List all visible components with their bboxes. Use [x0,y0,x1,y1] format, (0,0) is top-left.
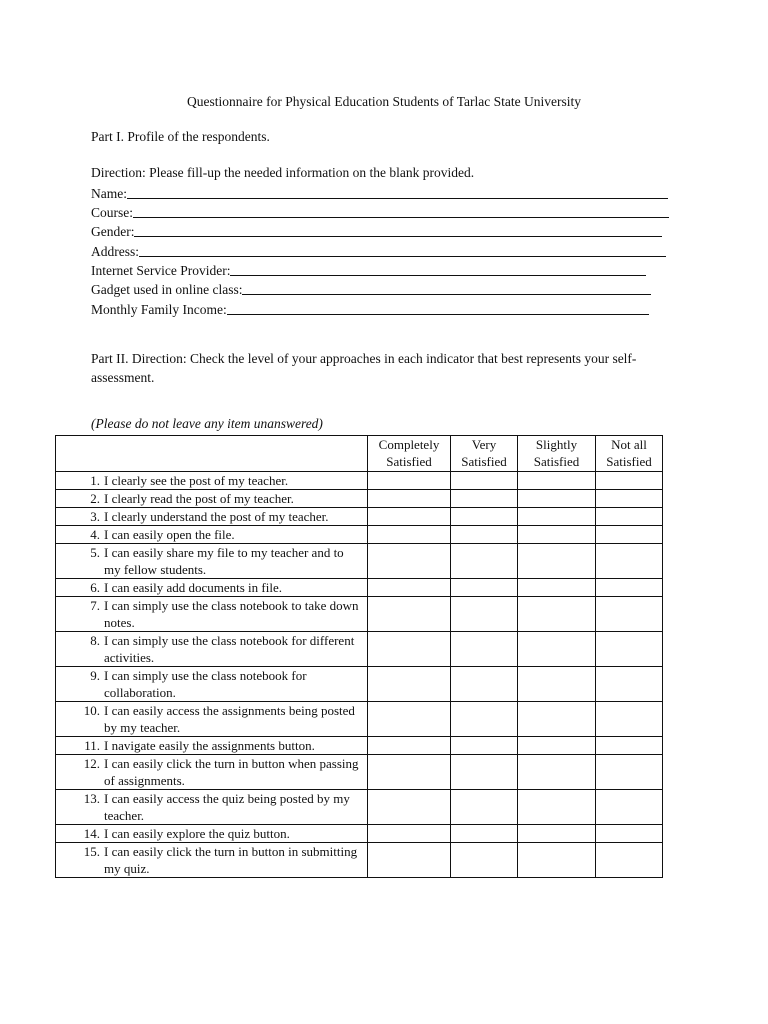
table-row [56,667,663,702]
check-cell-slightly-satisfied[interactable] [518,843,596,878]
check-cell-very-satisfied[interactable] [451,702,518,737]
table-row [56,790,663,825]
item-cell [56,597,368,632]
item-cell [56,490,368,508]
header-line: Slightly [535,437,578,452]
blank-line[interactable] [134,223,662,237]
check-cell-completely-satisfied[interactable] [368,579,451,597]
item-cell [56,790,368,825]
check-cell-not-all-satisfied[interactable] [596,667,663,702]
item-number: 5. [90,545,100,560]
check-cell-slightly-satisfied[interactable] [518,597,596,632]
table-row [56,825,663,843]
check-cell-completely-satisfied[interactable] [368,472,451,490]
check-cell-not-all-satisfied[interactable] [596,597,663,632]
item-cell [56,702,368,737]
item-number: 2. [90,491,100,506]
item-text: I can easily click the turn in button when passing of assignments. [104,756,359,788]
item-text: I can easily click the turn in button in submitting my quiz. [104,844,358,876]
blank-line[interactable] [227,301,649,315]
check-cell-not-all-satisfied[interactable] [596,490,663,508]
header-very-satisfied [451,436,518,472]
check-cell-completely-satisfied[interactable] [368,702,451,737]
item-number: 12. [83,756,100,771]
header-not-all-satisfied [596,436,663,472]
check-cell-slightly-satisfied[interactable] [518,490,596,508]
item-number: 1. [90,473,100,488]
blank-line[interactable] [230,262,646,276]
field-label: Internet Service Provider: [91,263,231,278]
table-row [56,755,663,790]
item-text: I can easily share my file to my teacher and to my fellow students. [104,545,344,577]
item-number: 7. [90,598,100,613]
check-cell-completely-satisfied[interactable] [368,790,451,825]
check-cell-completely-satisfied[interactable] [368,597,451,632]
item-cell [56,825,368,843]
item-text: I clearly see the post of my teacher. [104,473,289,488]
check-cell-not-all-satisfied[interactable] [596,472,663,490]
item-number: 11. [84,738,100,753]
check-cell-completely-satisfied[interactable] [368,755,451,790]
check-cell-not-all-satisfied[interactable] [596,737,663,755]
item-text: I navigate easily the assignments button. [104,738,315,753]
item-text: I can simply use the class notebook to take down notes. [104,598,359,630]
check-cell-very-satisfied[interactable] [451,667,518,702]
check-cell-very-satisfied[interactable] [451,490,518,508]
item-number: 13. [83,791,100,806]
check-cell-completely-satisfied[interactable] [368,508,451,526]
check-cell-slightly-satisfied[interactable] [518,508,596,526]
check-cell-very-satisfied[interactable] [451,755,518,790]
item-text: I clearly read the post of my teacher. [104,491,294,506]
income-field[interactable] [91,300,649,318]
check-cell-completely-satisfied[interactable] [368,825,451,843]
item-number: 4. [90,527,100,542]
check-cell-completely-satisfied[interactable] [368,526,451,544]
check-cell-very-satisfied[interactable] [451,526,518,544]
check-cell-slightly-satisfied[interactable] [518,737,596,755]
check-cell-not-all-satisfied[interactable] [596,544,663,579]
check-cell-slightly-satisfied[interactable] [518,579,596,597]
check-cell-not-all-satisfied[interactable] [596,508,663,526]
item-cell [56,632,368,667]
check-cell-very-satisfied[interactable] [451,632,518,667]
table-row [56,632,663,667]
item-cell [56,508,368,526]
table-row [56,472,663,490]
check-cell-not-all-satisfied[interactable] [596,755,663,790]
item-cell [56,544,368,579]
field-label: Gadget used in online class: [91,282,243,297]
item-number: 9. [90,668,100,683]
check-cell-slightly-satisfied[interactable] [518,472,596,490]
item-text: I can easily open the file. [104,527,235,542]
check-cell-very-satisfied[interactable] [451,597,518,632]
part2-note: (Please do not leave any item unanswered) [91,416,323,431]
item-cell [56,737,368,755]
check-cell-very-satisfied[interactable] [451,544,518,579]
table-row [56,526,663,544]
check-cell-slightly-satisfied[interactable] [518,526,596,544]
blank-line[interactable] [133,204,669,218]
check-cell-completely-satisfied[interactable] [368,490,451,508]
document-title: Questionnaire for Physical Education Students of Tarlac State University [187,94,581,109]
check-cell-very-satisfied[interactable] [451,790,518,825]
blank-line[interactable] [242,281,651,295]
item-cell [56,843,368,878]
check-cell-slightly-satisfied[interactable] [518,702,596,737]
check-cell-not-all-satisfied[interactable] [596,702,663,737]
check-cell-not-all-satisfied[interactable] [596,526,663,544]
check-cell-completely-satisfied[interactable] [368,667,451,702]
item-number: 14. [83,826,100,841]
field-label: Monthly Family Income: [91,302,227,317]
field-label: Address: [91,244,139,259]
check-cell-completely-satisfied[interactable] [368,843,451,878]
header-line: Satisfied [386,454,432,469]
part2-direction: Part II. Direction: Check the level of your approaches in each indicator that best represents your self-assessment. [91,351,637,385]
check-cell-very-satisfied[interactable] [451,737,518,755]
part1-heading: Part I. Profile of the respondents. [91,129,270,144]
item-text: I can easily add documents in file. [104,580,282,595]
check-cell-not-all-satisfied[interactable] [596,825,663,843]
check-cell-slightly-satisfied[interactable] [518,825,596,843]
header-slightly-satisfied [518,436,596,472]
table-row [56,544,663,579]
header-line: Satisfied [461,454,507,469]
item-number: 8. [90,633,100,648]
item-number: 10. [83,703,100,718]
table-row [56,508,663,526]
item-cell [56,667,368,702]
header-line: Not all [611,437,647,452]
item-text: I can simply use the class notebook for collaboration. [104,668,307,700]
header-line: Satisfied [606,454,652,469]
item-header [56,436,368,472]
table-header-row [56,436,663,472]
satisfaction-table [55,435,663,878]
header-completely-satisfied [368,436,451,472]
gender-field[interactable] [91,222,662,240]
check-cell-not-all-satisfied[interactable] [596,790,663,825]
check-cell-completely-satisfied[interactable] [368,544,451,579]
field-label: Name: [91,186,127,201]
item-number: 15. [83,844,100,859]
header-line: Very [471,437,497,452]
blank-line[interactable] [127,185,668,199]
item-text: I can simply use the class notebook for different activities. [104,633,355,665]
check-cell-very-satisfied[interactable] [451,843,518,878]
check-cell-not-all-satisfied[interactable] [596,632,663,667]
check-cell-not-all-satisfied[interactable] [596,579,663,597]
item-text: I clearly understand the post of my teacher. [104,509,329,524]
item-number: 3. [90,509,100,524]
item-text: I can easily access the assignments being posted by my teacher. [104,703,355,735]
item-number: 6. [90,580,100,595]
table-row [56,843,663,878]
blank-line[interactable] [139,243,666,257]
table-row [56,597,663,632]
check-cell-slightly-satisfied[interactable] [518,632,596,667]
header-line: Completely [378,437,440,452]
item-cell [56,579,368,597]
field-label: Course: [91,205,133,220]
item-cell [56,472,368,490]
check-cell-slightly-satisfied[interactable] [518,667,596,702]
course-field[interactable] [91,203,669,221]
check-cell-slightly-satisfied[interactable] [518,755,596,790]
check-cell-completely-satisfied[interactable] [368,632,451,667]
address-field[interactable] [91,242,666,260]
table-row [56,579,663,597]
check-cell-very-satisfied[interactable] [451,472,518,490]
isp-field[interactable] [91,261,646,279]
check-cell-very-satisfied[interactable] [451,508,518,526]
check-cell-not-all-satisfied[interactable] [596,843,663,878]
name-field[interactable] [91,184,668,202]
item-text: I can easily access the quiz being posted by my teacher. [104,791,350,823]
item-text: I can easily explore the quiz button. [104,826,290,841]
item-cell [56,526,368,544]
item-cell [56,755,368,790]
table-row [56,490,663,508]
part1-direction: Direction: Please fill-up the needed information on the blank provided. [91,165,475,180]
gadget-field[interactable] [91,280,651,298]
table-row [56,737,663,755]
check-cell-completely-satisfied[interactable] [368,737,451,755]
header-line: Satisfied [533,454,580,469]
check-cell-slightly-satisfied[interactable] [518,544,596,579]
check-cell-very-satisfied[interactable] [451,579,518,597]
field-label: Gender: [91,224,135,239]
table-row [56,702,663,737]
check-cell-very-satisfied[interactable] [451,825,518,843]
check-cell-slightly-satisfied[interactable] [518,790,596,825]
